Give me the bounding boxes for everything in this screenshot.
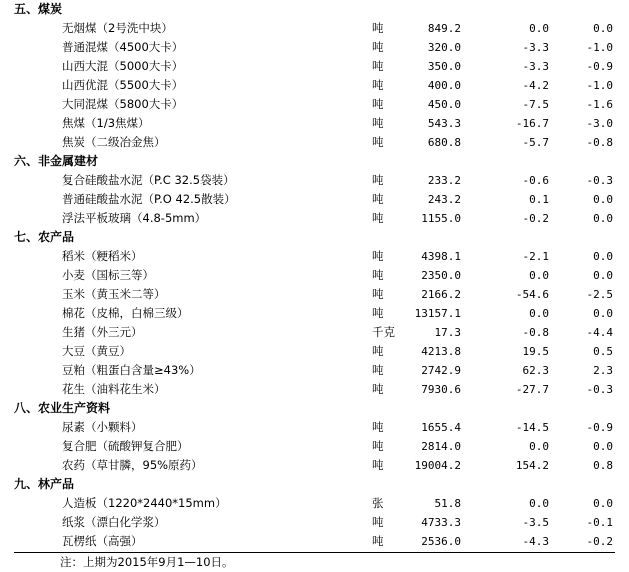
unit-cell: 吨 xyxy=(372,116,384,130)
unit-cell: 吨 xyxy=(372,211,384,225)
price-cell: 2536.0 xyxy=(421,535,461,548)
table-row xyxy=(14,114,615,133)
table-row xyxy=(14,247,615,266)
change-prev-cell: 154.2 xyxy=(515,459,549,472)
table-bottom-rule xyxy=(14,552,615,553)
item-name: 焦煤（1/3焦煤） xyxy=(62,116,150,130)
table-row xyxy=(14,266,615,285)
change-pct-cell: -0.2 xyxy=(586,535,613,548)
price-cell: 680.8 xyxy=(427,136,461,149)
change-prev-cell: 19.5 xyxy=(522,345,549,358)
change-pct-cell: -0.8 xyxy=(586,136,613,149)
item-name: 花生（油料花生米） xyxy=(62,382,166,396)
change-prev-cell: -4.2 xyxy=(522,79,549,92)
change-prev-cell: -54.6 xyxy=(515,288,549,301)
table-row xyxy=(14,133,615,152)
unit-cell: 吨 xyxy=(372,59,384,73)
price-cell: 320.0 xyxy=(427,41,461,54)
change-prev-cell: 0.0 xyxy=(529,307,549,320)
change-pct-cell: -0.3 xyxy=(586,174,613,187)
table-row xyxy=(14,95,615,114)
unit-cell: 吨 xyxy=(372,515,384,529)
item-name: 复合硅酸盐水泥（P.C 32.5袋装） xyxy=(62,173,235,187)
price-cell: 4398.1 xyxy=(421,250,461,263)
price-cell: 19004.2 xyxy=(414,459,461,472)
item-name: 山西大混（5000大卡） xyxy=(62,59,184,73)
item-name: 普通硅酸盐水泥（P.O 42.5散装） xyxy=(62,192,236,206)
unit-cell: 吨 xyxy=(372,192,384,206)
change-pct-cell: 0.0 xyxy=(593,22,613,35)
price-cell: 849.2 xyxy=(427,22,461,35)
item-name: 大同混煤（5800大卡） xyxy=(62,97,184,111)
unit-cell: 吨 xyxy=(372,382,384,396)
change-pct-cell: 0.0 xyxy=(593,307,613,320)
item-name: 玉米（黄玉米二等） xyxy=(62,287,166,301)
change-pct-cell: 0.0 xyxy=(593,497,613,510)
change-pct-cell: -2.5 xyxy=(586,288,613,301)
price-cell: 2350.0 xyxy=(421,269,461,282)
item-name: 小麦（国标三等） xyxy=(62,268,154,282)
change-pct-cell: 2.3 xyxy=(593,364,613,377)
price-table xyxy=(14,0,615,551)
table-row xyxy=(14,57,615,76)
change-prev-cell: -3.3 xyxy=(522,60,549,73)
price-cell: 543.3 xyxy=(427,117,461,130)
price-cell: 51.8 xyxy=(434,497,461,510)
change-pct-cell: 0.0 xyxy=(593,269,613,282)
table-row xyxy=(14,190,615,209)
unit-cell: 吨 xyxy=(372,135,384,149)
price-cell: 243.2 xyxy=(427,193,461,206)
unit-cell: 吨 xyxy=(372,40,384,54)
table-row xyxy=(14,532,615,551)
change-pct-cell: 0.0 xyxy=(593,250,613,263)
item-name: 普通混煤（4500大卡） xyxy=(62,40,184,54)
item-name: 浮法平板玻璃（4.8-5mm） xyxy=(62,211,207,225)
category-row xyxy=(14,228,615,247)
change-pct-cell: 0.5 xyxy=(593,345,613,358)
table-row xyxy=(14,38,615,57)
table-row xyxy=(14,513,615,532)
change-prev-cell: -0.6 xyxy=(522,174,549,187)
table-row xyxy=(14,323,615,342)
price-cell: 13157.1 xyxy=(414,307,461,320)
change-pct-cell: -1.0 xyxy=(586,79,613,92)
unit-cell: 吨 xyxy=(372,363,384,377)
change-prev-cell: -7.5 xyxy=(522,98,549,111)
item-name: 大豆（黄豆） xyxy=(62,344,131,358)
change-prev-cell: -4.3 xyxy=(522,535,549,548)
table-row xyxy=(14,342,615,361)
unit-cell: 吨 xyxy=(372,439,384,453)
price-cell: 400.0 xyxy=(427,79,461,92)
change-pct-cell: -1.6 xyxy=(586,98,613,111)
change-prev-cell: -14.5 xyxy=(515,421,549,434)
item-name: 稻米（粳稻米） xyxy=(62,249,143,263)
unit-cell: 吨 xyxy=(372,420,384,434)
item-name: 人造板（1220*2440*15mm） xyxy=(62,496,227,510)
unit-cell: 吨 xyxy=(372,344,384,358)
item-name: 焦炭（二级冶金焦） xyxy=(62,135,166,149)
unit-cell: 吨 xyxy=(372,173,384,187)
change-prev-cell: -0.2 xyxy=(522,212,549,225)
change-pct-cell: -1.0 xyxy=(586,41,613,54)
table-row xyxy=(14,494,615,513)
category-label: 五、煤炭 xyxy=(14,2,63,16)
change-prev-cell: -2.1 xyxy=(522,250,549,263)
item-name: 瓦楞纸（高强） xyxy=(62,534,143,548)
unit-cell: 吨 xyxy=(372,287,384,301)
price-cell: 7930.6 xyxy=(421,383,461,396)
change-prev-cell: -3.3 xyxy=(522,41,549,54)
category-row xyxy=(14,399,615,418)
change-prev-cell: 0.0 xyxy=(529,440,549,453)
change-pct-cell: 0.0 xyxy=(593,193,613,206)
change-pct-cell: -3.0 xyxy=(586,117,613,130)
price-cell: 2742.9 xyxy=(421,364,461,377)
item-name: 无烟煤（2号洗中块） xyxy=(62,21,173,35)
category-label: 八、农业生产资料 xyxy=(14,401,111,415)
price-cell: 2166.2 xyxy=(421,288,461,301)
change-prev-cell: 0.0 xyxy=(529,22,549,35)
unit-cell: 吨 xyxy=(372,306,384,320)
change-pct-cell: -0.1 xyxy=(586,516,613,529)
price-cell: 4733.3 xyxy=(421,516,461,529)
unit-cell: 张 xyxy=(372,496,384,510)
price-cell: 2814.0 xyxy=(421,440,461,453)
category-row xyxy=(14,0,615,19)
table-row xyxy=(14,171,615,190)
change-pct-cell: 0.0 xyxy=(593,440,613,453)
change-prev-cell: -0.8 xyxy=(522,326,549,339)
change-pct-cell: -4.4 xyxy=(586,326,613,339)
unit-cell: 吨 xyxy=(372,268,384,282)
table-row xyxy=(14,437,615,456)
price-cell: 4213.8 xyxy=(421,345,461,358)
table-row xyxy=(14,380,615,399)
table-row xyxy=(14,19,615,38)
table-row xyxy=(14,456,615,475)
item-name: 农药（草甘膦，95%原药） xyxy=(62,458,203,472)
item-name: 山西优混（5500大卡） xyxy=(62,78,184,92)
change-prev-cell: 0.0 xyxy=(529,269,549,282)
price-cell: 1655.4 xyxy=(421,421,461,434)
change-prev-cell: 0.1 xyxy=(529,193,549,206)
change-prev-cell: 0.0 xyxy=(529,497,549,510)
price-cell: 450.0 xyxy=(427,98,461,111)
unit-cell: 吨 xyxy=(372,249,384,263)
item-name: 生猪（外三元） xyxy=(62,325,143,339)
item-name: 棉花（皮棉，白棉三级） xyxy=(62,306,189,320)
table-row xyxy=(14,285,615,304)
category-label: 九、林产品 xyxy=(14,477,75,491)
change-prev-cell: -3.5 xyxy=(522,516,549,529)
change-prev-cell: 62.3 xyxy=(522,364,549,377)
price-cell: 1155.0 xyxy=(421,212,461,225)
item-name: 复合肥（硫酸钾复合肥） xyxy=(62,439,189,453)
price-cell: 350.0 xyxy=(427,60,461,73)
table-row xyxy=(14,361,615,380)
unit-cell: 吨 xyxy=(372,21,384,35)
price-cell: 17.3 xyxy=(434,326,461,339)
category-row xyxy=(14,152,615,171)
unit-cell: 千克 xyxy=(372,325,395,339)
table-row xyxy=(14,418,615,437)
change-pct-cell: 0.8 xyxy=(593,459,613,472)
category-label: 七、农产品 xyxy=(14,230,75,244)
change-pct-cell: 0.0 xyxy=(593,212,613,225)
change-prev-cell: -16.7 xyxy=(515,117,549,130)
unit-cell: 吨 xyxy=(372,458,384,472)
item-name: 尿素（小颗料） xyxy=(62,420,143,434)
change-pct-cell: -0.9 xyxy=(586,421,613,434)
price-cell: 233.2 xyxy=(427,174,461,187)
change-prev-cell: -5.7 xyxy=(522,136,549,149)
change-pct-cell: -0.3 xyxy=(586,383,613,396)
unit-cell: 吨 xyxy=(372,97,384,111)
category-row xyxy=(14,475,615,494)
table-row xyxy=(14,304,615,323)
table-row xyxy=(14,76,615,95)
item-name: 豆粕（粗蛋白含量≥43%） xyxy=(62,363,201,377)
item-name: 纸浆（漂白化学浆） xyxy=(62,515,166,529)
change-prev-cell: -27.7 xyxy=(515,383,549,396)
footnote: 注：上期为2015年9月1—10日。 xyxy=(60,555,234,569)
unit-cell: 吨 xyxy=(372,78,384,92)
change-pct-cell: -0.9 xyxy=(586,60,613,73)
category-label: 六、非金属建材 xyxy=(14,154,99,168)
table-row xyxy=(14,209,615,228)
unit-cell: 吨 xyxy=(372,534,384,548)
